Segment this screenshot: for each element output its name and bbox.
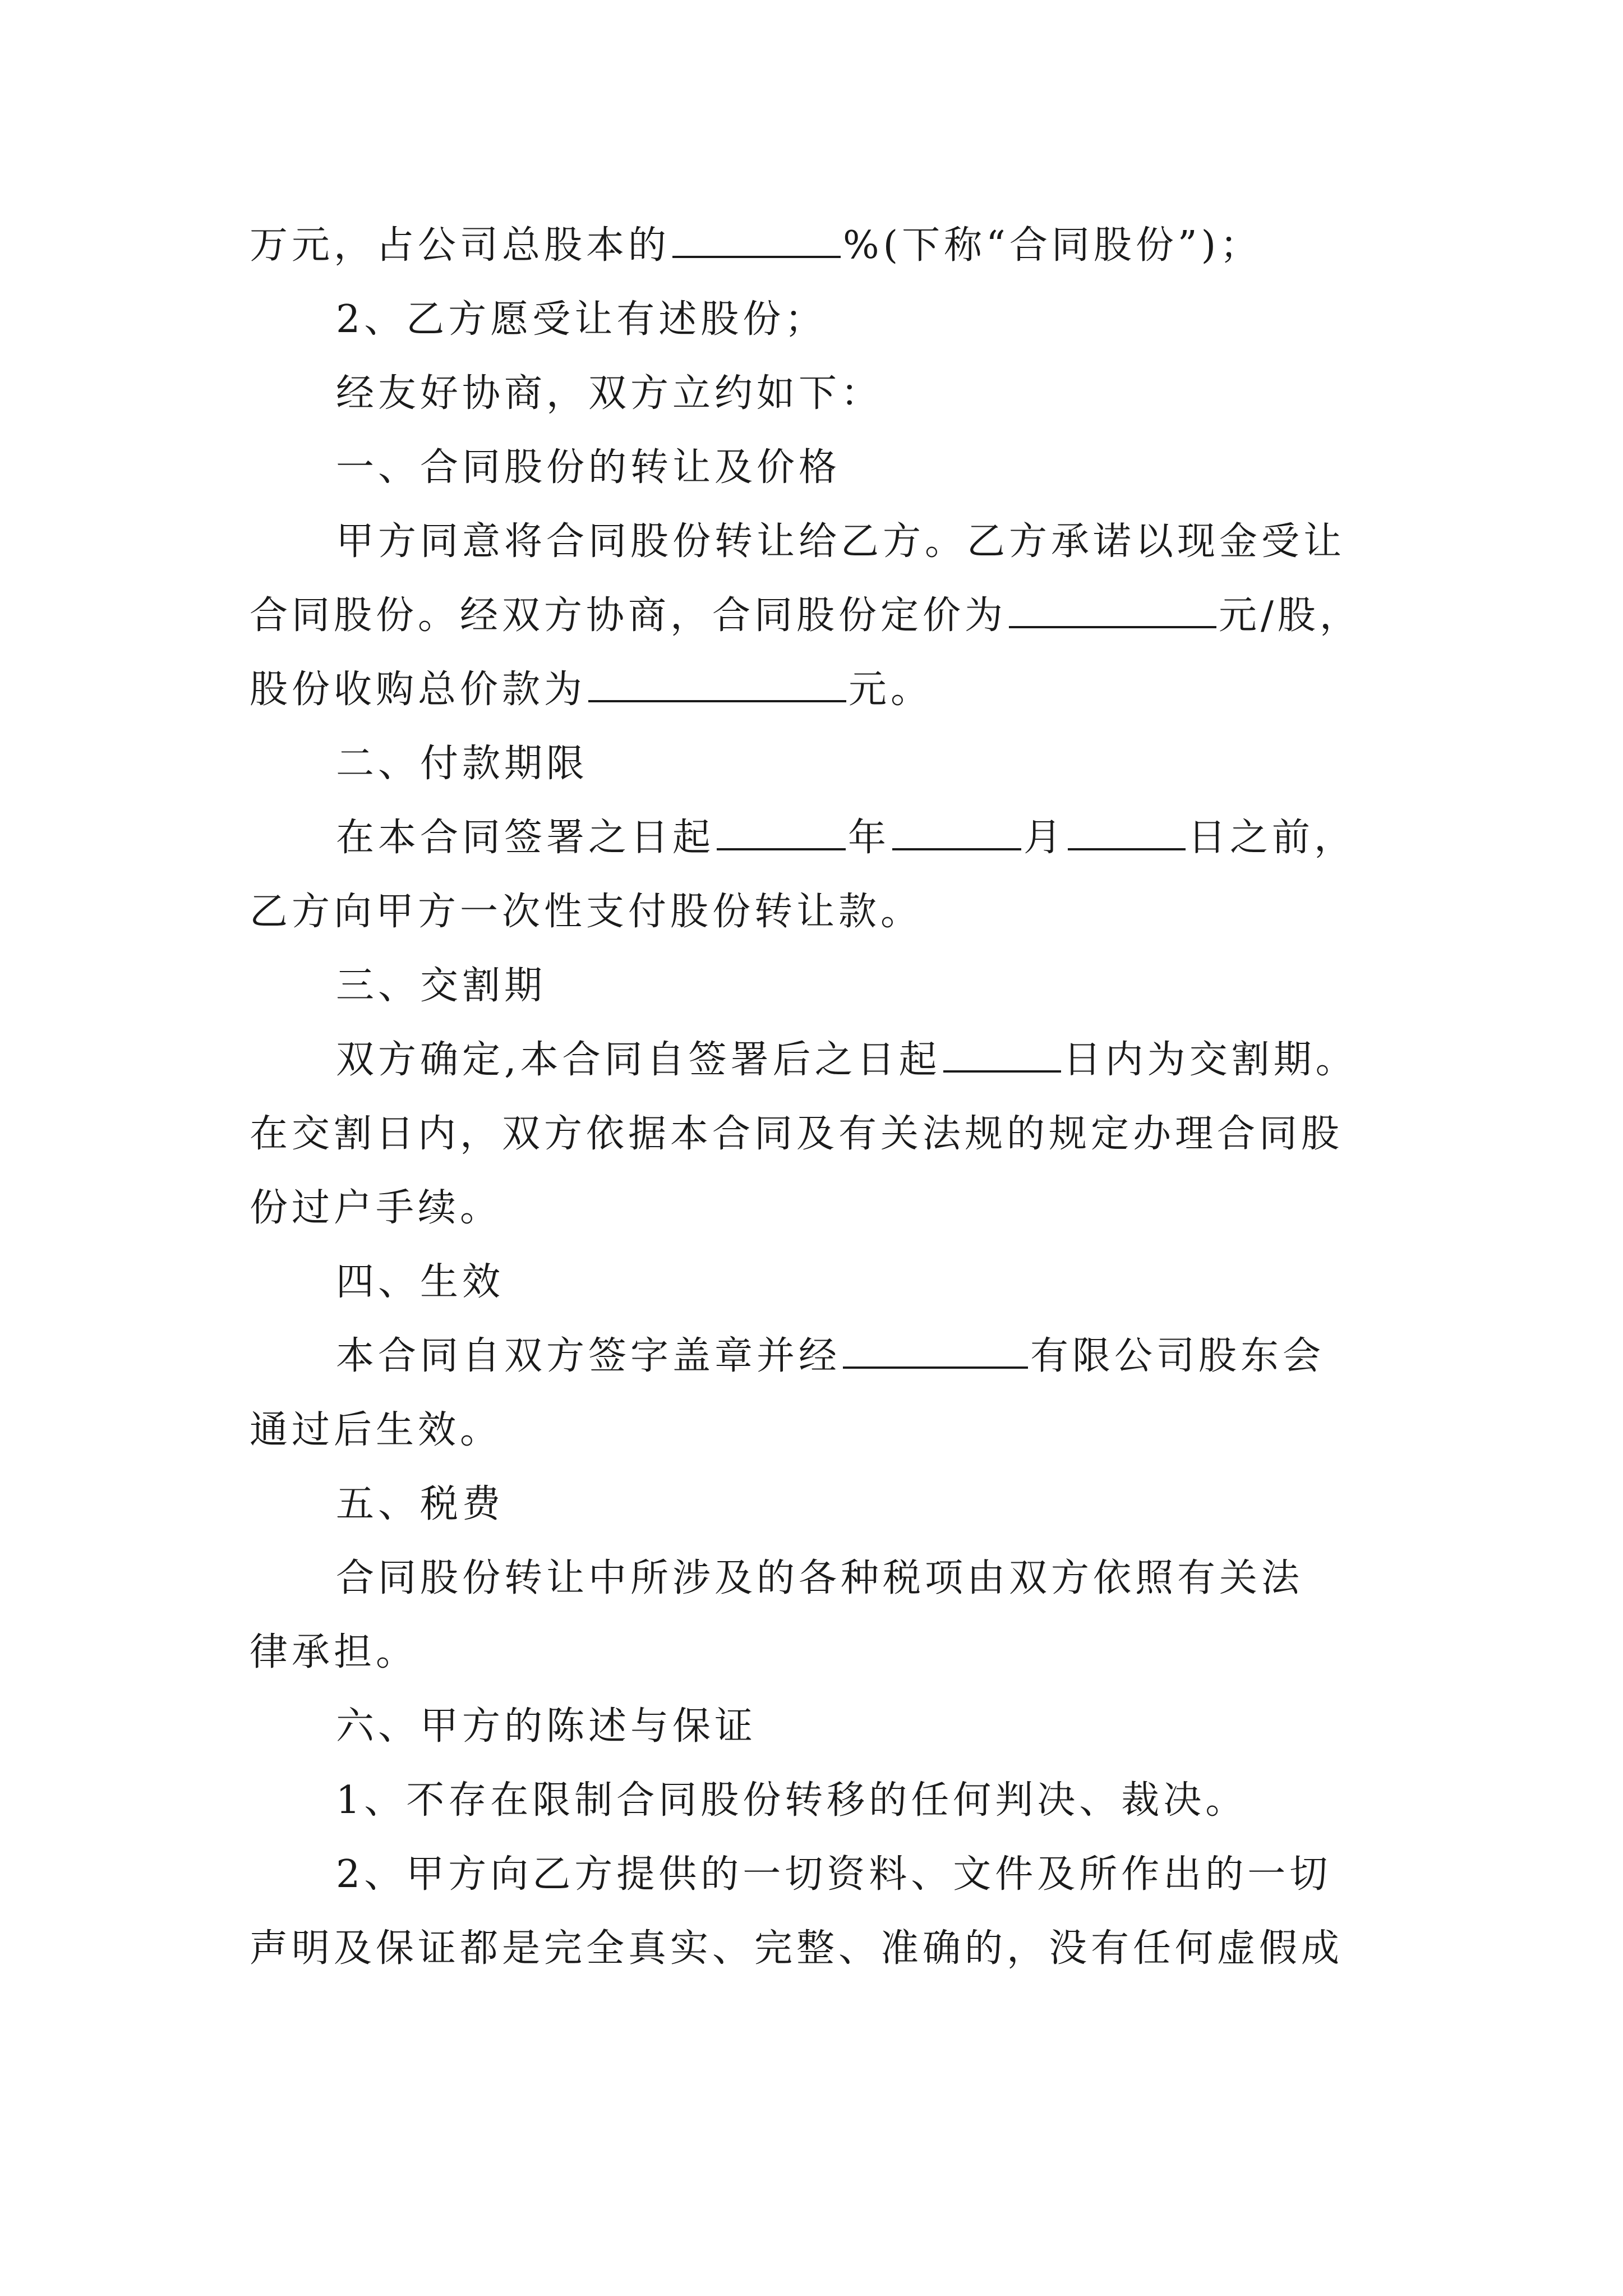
line-text: 经友好协商，双方立约如下： [336,371,883,416]
line-text: 有限公司股东会 [1030,1334,1325,1378]
fill-blank [588,666,846,702]
fill-blank [717,815,846,850]
line-text: 元。 [849,668,933,712]
paragraph-line [250,875,1382,949]
heading-text: 五、税费 [336,1482,505,1526]
fill-blank [843,1333,1028,1369]
heading-text: 一、合同股份的转让及价格 [336,445,841,490]
paragraph-line [250,1393,1382,1467]
line-text: 1、不存在限制合同股份转移的任何判决、裁决。 [336,1778,1248,1823]
fill-blank [943,1037,1061,1073]
paragraph-line [250,579,1382,653]
paragraph-line [250,1097,1382,1171]
line-text: 日之前， [1188,816,1357,860]
line-text: 在本合同签署之日起 [336,816,715,860]
fill-blank [1009,592,1216,628]
fill-blank [672,222,841,258]
paragraph-line [250,1023,1382,1097]
section-heading [250,727,1382,801]
line-text: 2、乙方愿受让有述股份； [336,297,827,342]
section-heading [250,431,1382,505]
heading-text: 二、付款期限 [336,742,589,786]
heading-text: 三、交割期 [336,964,547,1008]
line-text: 份过户手续。 [250,1186,502,1230]
paragraph-line [250,653,1382,727]
paragraph-line [250,1542,1382,1616]
line-text: 通过后生效。 [250,1408,502,1452]
paragraph-line [250,1616,1382,1690]
paragraph-line [250,1912,1382,1986]
paragraph-line [250,1319,1382,1393]
heading-text: 六、甲方的陈述与保证 [336,1704,757,1749]
section-heading [250,949,1382,1023]
line-text: 合同股份转让中所涉及的各种税项由双方依照有关法 [336,1556,1304,1600]
line-text: 律承担。 [250,1630,418,1674]
line-text: 元/股， [1219,593,1362,638]
line-text: 2、甲方向乙方提供的一切资料、文件及所作出的一切 [336,1852,1332,1897]
section-heading [250,1690,1382,1764]
paragraph-line [250,801,1382,875]
heading-text: 四、生效 [336,1260,505,1304]
line-text: 股份收购总价款为 [250,668,587,712]
line-text: 声明及保证都是完全真实、完整、准确的，没有任何虚假成 [250,1926,1344,1971]
fill-blank [1068,815,1186,850]
line-text: 合同股份。经双方协商，合同股份定价为 [250,593,1007,638]
line-text: 年 [848,816,891,860]
paragraph-line [250,1171,1382,1245]
section-heading [250,1467,1382,1542]
line-text: 在交割日内，双方依据本合同及有关法规的规定办理合同股 [250,1112,1344,1156]
paragraph-line [250,1764,1382,1838]
fill-blank [892,815,1021,850]
line-text: 本合同自双方签字盖章并经 [336,1334,841,1378]
paragraph-line [250,209,1382,283]
line-text: 双方确定,本合同自签署后之日起 [336,1038,941,1082]
paragraph-line [250,1838,1382,1912]
line-text: 甲方同意将合同股份转让给乙方。乙方承诺以现金受让 [336,519,1346,564]
paragraph-line [250,283,1382,357]
section-heading [250,1245,1382,1319]
line-text: 日内为交割期。 [1063,1038,1358,1082]
paragraph-line [250,505,1382,579]
paragraph-line [250,357,1382,431]
line-text: 万元，占公司总股本的 [250,223,671,268]
line-text: 月 [1023,816,1066,860]
line-text: 乙方向甲方一次性支付股份转让款。 [250,890,923,934]
contract-body [250,209,1382,1986]
line-text: %(下称“合同股份”)； [843,223,1262,268]
